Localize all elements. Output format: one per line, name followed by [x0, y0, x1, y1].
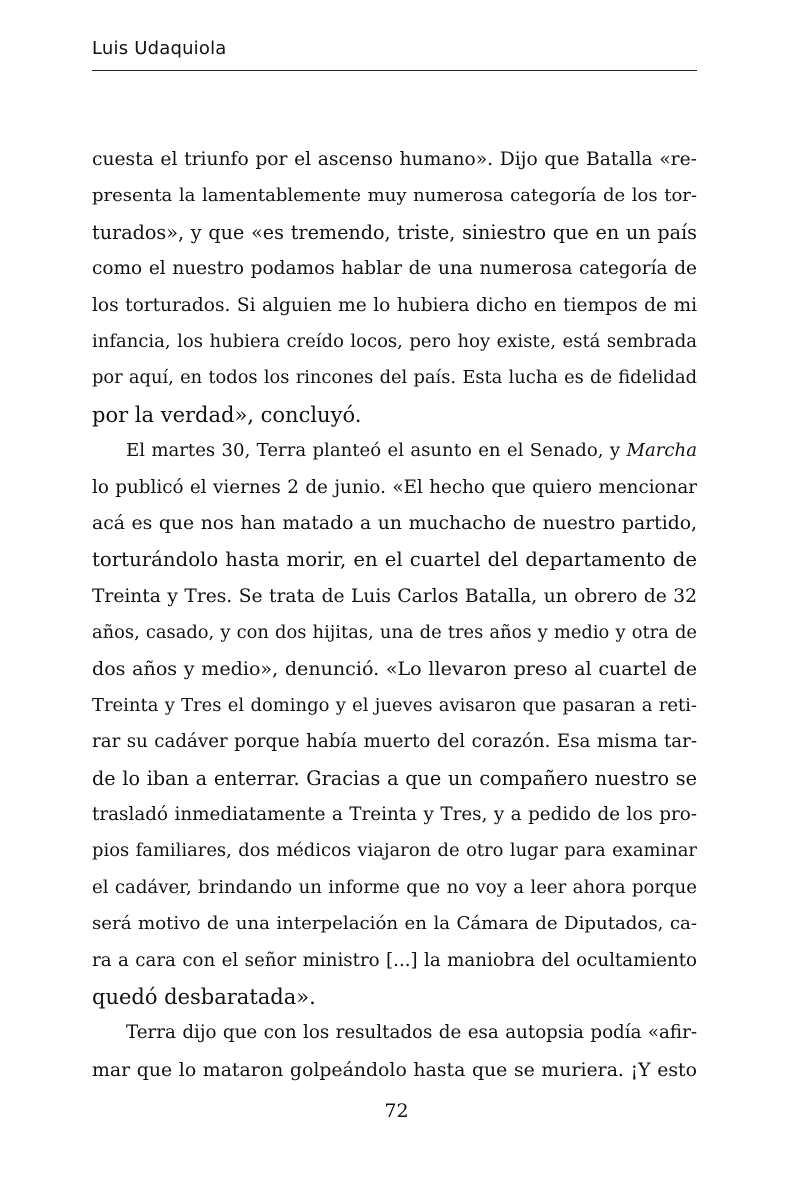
text-line: Treinta y Tres el domingo y el jueves avisaron que pasaran a reti- — [92, 694, 697, 716]
header-rule — [92, 70, 697, 71]
text-line: será motivo de una interpelación en la Cámara de Diputados, ca- — [92, 913, 697, 935]
text-line: por aquí, en todos los rincones del país. Esta lucha es de fidelidad — [92, 367, 697, 389]
text-line: Terra dijo que con los resultados de esa autopsia podía «afir- — [126, 1022, 697, 1044]
text-line: el cadáver, brindando un informe que no voy a leer ahora porque — [92, 876, 697, 898]
body-text — [92, 142, 697, 1088]
text-line: rar su cadáver porque había muerto del corazón. Esa misma tar- — [92, 731, 697, 753]
text-line — [92, 433, 697, 469]
text-line: dos años y medio», denunció. «Lo llevaron preso al cuartel de — [92, 658, 697, 681]
text-line: presenta la lamentablemente muy numerosa categoría de los tor- — [92, 185, 697, 207]
text-line: cuesta el triunfo por el ascenso humano». Dijo que Batalla «re- — [92, 149, 697, 170]
text-line: de lo iban a enterrar. Gracias a que un compañero nuestro se — [92, 766, 697, 790]
text-line: quedó desbaratada». — [92, 984, 316, 1009]
text-line: por la verdad», concluyó. — [92, 402, 362, 427]
text-line: acá es que nos han matado a un muchacho de nuestro partido, — [92, 512, 697, 534]
text-line: ra a cara con el señor ministro [...] la maniobra del ocultamiento — [92, 949, 697, 971]
text-line: los torturados. Si alguien me lo hubiera dicho en tiempos de mi — [92, 294, 697, 316]
italic-title: Marcha — [626, 440, 697, 462]
text-line: pios familiares, dos médicos viajaron de otro lugar para examinar — [92, 840, 697, 862]
running-head: Luis Udaquiola — [92, 38, 227, 59]
text-line: mar que lo mataron golpeándolo hasta que se muriera. ¡Y esto — [92, 1058, 697, 1081]
text-line: Treinta y Tres. Se trata de Luis Carlos Batalla, un obrero de 32 — [92, 585, 697, 607]
text-line: trasladó inmediatamente a Treinta y Tres, y a pedido de los pro- — [92, 804, 697, 826]
text-line: como el nuestro podamos hablar de una numerosa categoría de — [92, 258, 697, 280]
text-segment: El martes 30, Terra planteó el asunto en el Senado, y — [126, 440, 627, 462]
text-line: infancia, los hubiera creído locos, pero hoy existe, está sembrada — [92, 330, 697, 352]
text-line: torturándolo hasta morir, en el cuartel del departamento de — [92, 548, 697, 572]
page-number: 72 — [384, 1100, 409, 1122]
text-line: turados», y que «es tremendo, triste, siniestro que en un país — [92, 220, 697, 244]
text-line: lo publicó el viernes 2 de junio. «El hecho que quiero mencionar — [92, 476, 697, 498]
text-line: años, casado, y con dos hijitas, una de tres años y medio y otra de — [92, 622, 697, 644]
